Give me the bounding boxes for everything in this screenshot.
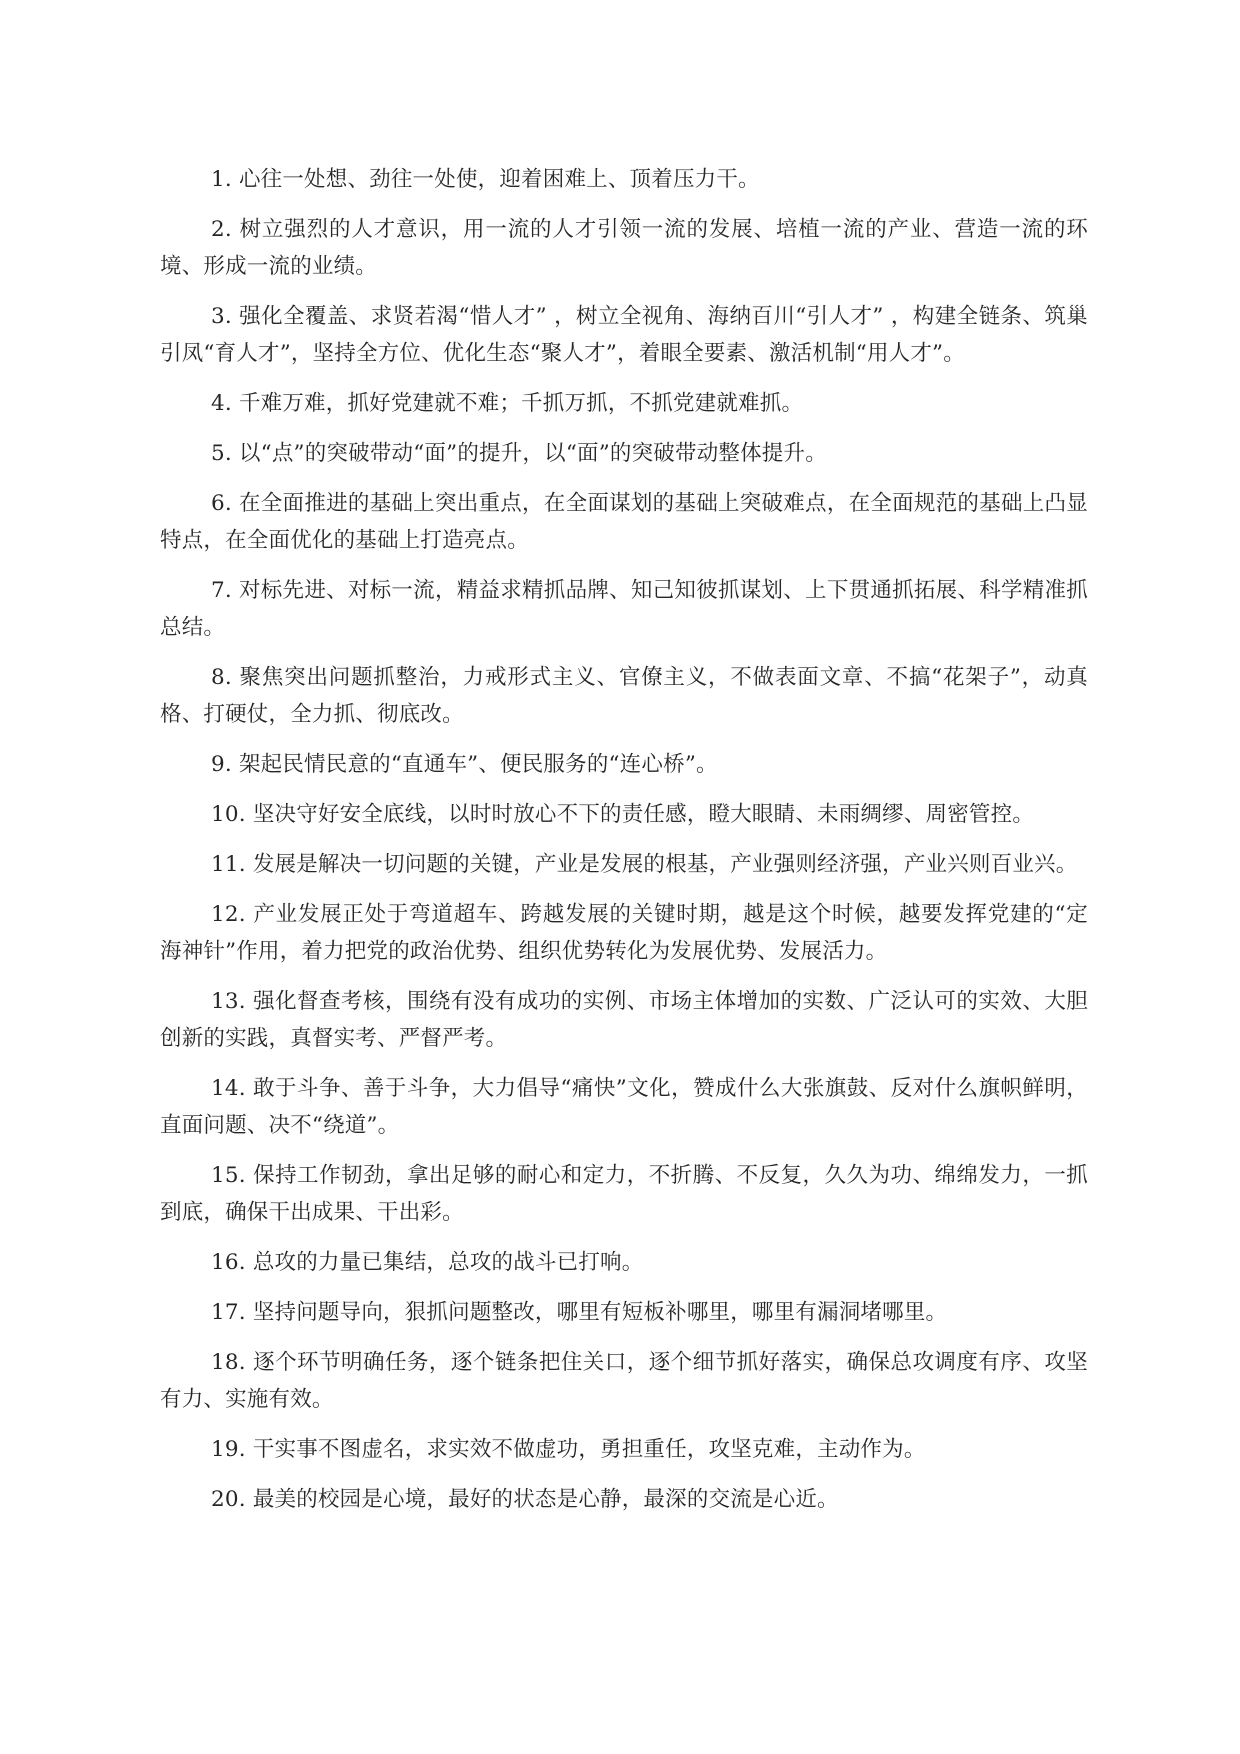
list-item: 15. 保持工作韧劲，拿出足够的耐心和定力，不折腾、不反复，久久为功、绵绵发力，一抓到底，确保干出成果、干出彩。 [160,1163,1088,1225]
list-item: 17. 坚持问题导向，狠抓问题整改，哪里有短板补哪里，哪里有漏洞堵哪里。 [211,1300,948,1325]
list-item: 20. 最美的校园是心境，最好的状态是心静，最深的交流是心近。 [211,1487,839,1512]
document-page [160,161,1088,1531]
list-item: 1. 心往一处想、劲往一处使，迎着困难上、顶着压力干。 [211,167,760,192]
list-item: 7. 对标先进、对标一流，精益求精抓品牌、知己知彼抓谋划、上下贯通抓拓展、科学精准抓总结。 [160,578,1088,640]
list-item: 18. 逐个环节明确任务，逐个链条把住关口，逐个细节抓好落实，确保总攻调度有序、攻坚有力、实施有效。 [160,1350,1088,1412]
list-item: 9. 架起民情民意的“直通车”、便民服务的“连心桥”。 [211,752,718,777]
list-item: 14. 敢于斗争、善于斗争，大力倡导“痛快”文化，赞成什么大张旗鼓、反对什么旗帜鲜明，直面问题、决不“绕道”。 [160,1076,1088,1138]
list-item: 10. 坚决守好安全底线，以时时放心不下的责任感，瞪大眼睛、未雨绸缪、周密管控。 [211,802,1035,827]
list-item: 19. 干实事不图虚名，求实效不做虚功，勇担重任，攻坚克难，主动作为。 [211,1437,926,1462]
list-item: 11. 发展是解决一切问题的关键，产业是发展的根基，产业强则经济强，产业兴则百业兴。 [211,852,1078,877]
list-item: 8. 聚焦突出问题抓整治，力戒形式主义、官僚主义，不做表面文章、不搞“花架子”，动真格、打硬仗，全力抓、彻底改。 [160,665,1088,727]
list-item: 16. 总攻的力量已集结，总攻的战斗已打响。 [211,1250,644,1275]
list-item: 4. 千难万难，抓好党建就不难；千抓万抓，不抓党建就难抓。 [211,391,804,416]
list-item: 13. 强化督查考核，围绕有没有成功的实例、市场主体增加的实数、广泛认可的实效、大胆创新的实践，真督实考、严督严考。 [160,989,1088,1051]
list-item: 6. 在全面推进的基础上突出重点，在全面谋划的基础上突破难点，在全面规范的基础上凸显特点，在全面优化的基础上打造亮点。 [160,491,1088,553]
list-item: 2. 树立强烈的人才意识，用一流的人才引领一流的发展、培植一流的产业、营造一流的环境、形成一流的业绩。 [160,217,1088,279]
list-item: 12. 产业发展正处于弯道超车、跨越发展的关键时期，越是这个时候，越要发挥党建的“定海神针”作用，着力把党的政治优势、组织优势转化为发展优势、发展活力。 [160,902,1088,964]
list-item: 5. 以“点”的突破带动“面”的提升，以“面”的突破带动整体提升。 [211,441,827,466]
list-item: 3. 强化全覆盖、求贤若渴“惜人才” ，树立全视角、海纳百川“引人才” ，构建全链条、筑巢引凤“育人才”，坚持全方位、优化生态“聚人才”，着眼全要素、激活机制“用人才”。 [160,304,1088,366]
